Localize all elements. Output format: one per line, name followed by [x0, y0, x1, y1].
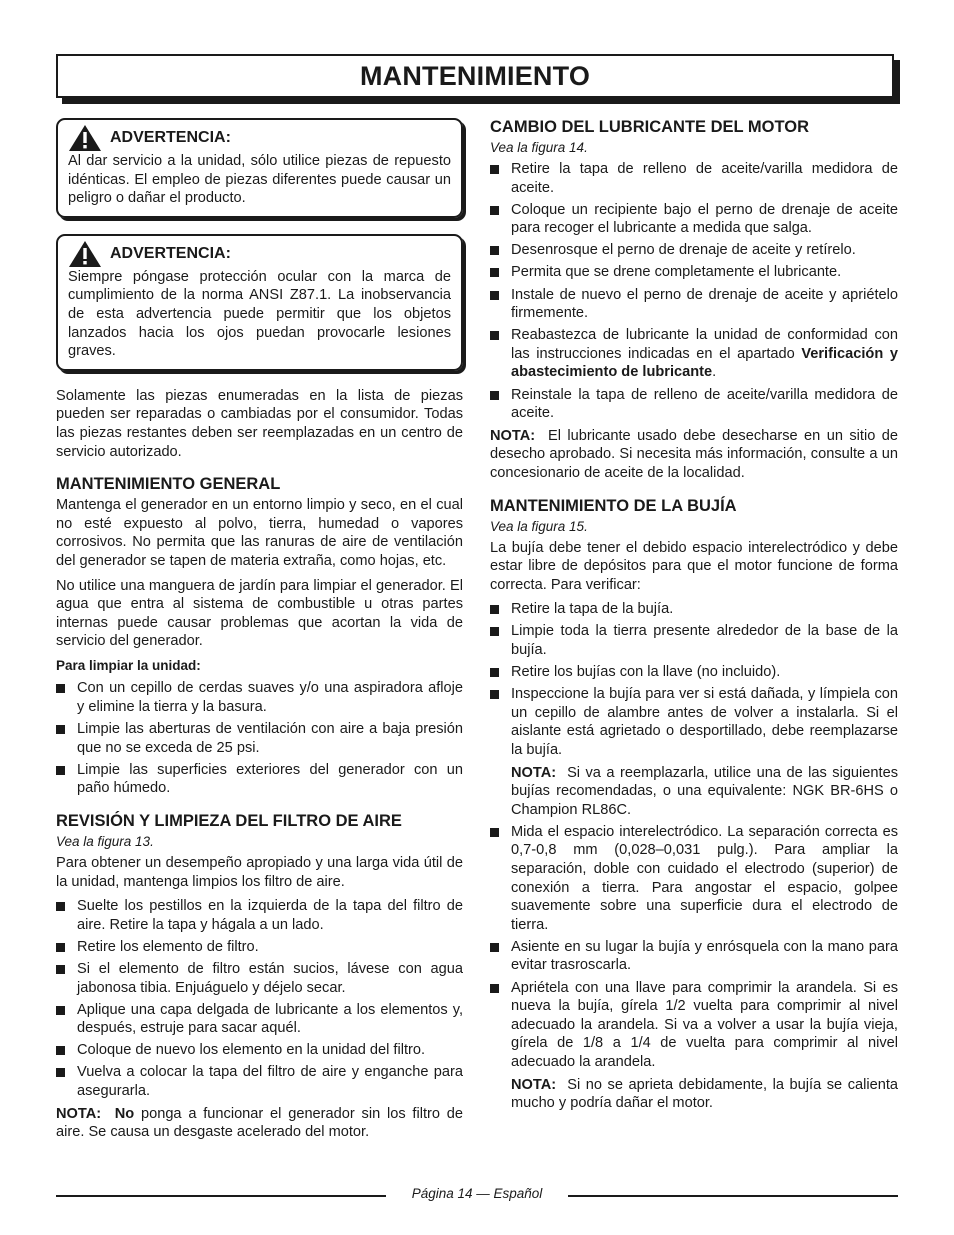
warning-text: Siempre póngase protección ocular con la marca de cumplimiento de la norma ANSI Z87.1. La inobservancia de esta advertencia puede permitir que los objetos lanzados hacia los ojos puedan provocarle lesiones graves. [68, 268, 451, 360]
square-bullet-icon [490, 690, 499, 699]
square-bullet-icon [56, 1046, 65, 1055]
paragraph: Mantenga el generador en un entorno limpio y seco, en el cual no esté expuesto al polvo, tierra, humedad o vapores corrosivos. No permita que las ranuras de aire de ventilación del generador se tapen de materia extraña, como hojas, etc. [56, 497, 463, 569]
warning-header [68, 240, 451, 268]
square-bullet-icon [56, 684, 65, 693]
note-label: NOTA: [511, 1076, 557, 1093]
square-bullet-icon [490, 291, 499, 300]
inline-note [511, 1076, 898, 1113]
list-item: Apriétela con una llave para comprimir la arandela. Si es nueva la bujía, gírela 1/2 vuelta para comprimir al nivel adecuado la arandela. Si va a volver a usar la bujía vieja, gírela de 1/8 a 1/4 de vuelta para comprimir al nivel adecuado la arandela. NOTA: Si no se aprieta debidamente, la bujía se calienta mucho y podría dañar el motor. [490, 979, 898, 1113]
footer-rule-right [568, 1195, 898, 1197]
list-item: Limpie las aberturas de ventilación con aire a baja presión que no se exceda de 25 psi. [56, 720, 463, 757]
square-bullet-icon [56, 902, 65, 911]
note-paragraph [490, 427, 898, 483]
spark-steps-list [490, 600, 898, 1112]
paragraph: No utilice una manguera de jardín para limpiar el generador. El agua que entra al sistema de combustible u otras partes internas puede causar problemas que acortan la vida de servicio del generador. [56, 577, 463, 650]
right-column [490, 118, 898, 1117]
figure-reference: Vea la figura 14. [490, 140, 588, 155]
warning-box-eye-protection [56, 234, 463, 371]
square-bullet-icon [56, 1006, 65, 1015]
square-bullet-icon [56, 725, 65, 734]
square-bullet-icon [490, 627, 499, 636]
list-item: Suelte los pestillos en la izquierda de la tapa del filtro de aire. Retire la tapa y hágala a un lado. [56, 897, 463, 934]
list-item: Retire los elemento de filtro. [56, 938, 463, 957]
list-item: Retire los bujías con la llave (no incluido). [490, 663, 898, 682]
warning-label: ADVERTENCIA: [110, 129, 231, 146]
square-bullet-icon [490, 984, 499, 993]
note-label: NOTA: [490, 427, 536, 444]
list-item: Coloque un recipiente bajo el perno de drenaje de aceite para recoger el lubricante a medida que salga. [490, 201, 898, 238]
note-emphasis: No [114, 1105, 135, 1122]
paragraph: La bujía debe tener el debido espacio interelectródico y debe estar libre de depósitos para que el motor funcione de forma correcta. Para verificar: [490, 539, 898, 593]
figure-reference: Vea la figura 13. [56, 834, 154, 850]
section-heading-oil: CAMBIO DEL LUBRICANTE DEL MOTOR [490, 118, 810, 136]
warning-triangle-icon [68, 124, 102, 152]
cross-reference: Verificación y abastecimiento de lubricante [511, 345, 898, 381]
list-item: Vuelva a colocar la tapa del filtro de aire y enganche para asegurarla. [56, 1063, 463, 1100]
page-number: Página 14 — Español [411, 1186, 543, 1201]
intro-paragraph: Solamente las piezas enumeradas en la lista de piezas pueden ser reparadas o cambiadas por el consumidor. Todas las piezas restantes deben ser reemplazadas en un centro de servicio autorizado. [56, 387, 463, 460]
warning-text: Al dar servicio a la unidad, sólo utilice piezas de repuesto idénticas. El empleo de piezas diferentes puede causar un peligro o dañar el producto. [68, 153, 451, 207]
warning-header [68, 124, 451, 152]
list-item: Mida el espacio interelectródico. La separación correcta es 0,7-0,8 mm (0,028–0,031 pulg.). Para ampliar la separación, doble con cuidado el electrodo (superior) de conexión a tierra. Para angostar el espacio, golpee suavemente sobre una superficie dura el electrodo de tierra. [490, 823, 898, 935]
list-item: Retire la tapa de relleno de aceite/varilla medidora de aceite. [490, 160, 898, 197]
list-item: Coloque de nuevo los elemento en la unidad del filtro. [56, 1041, 463, 1060]
square-bullet-icon [490, 268, 499, 277]
square-bullet-icon [490, 331, 499, 340]
section-heading-general: MANTENIMIENTO GENERAL [56, 475, 281, 494]
figure-reference: Vea la figura 15. [490, 518, 588, 534]
note-text: ponga a funcionar el generador sin los filtro de aire. Se causa un desgaste acelerado del motor. [56, 1105, 463, 1141]
list-item: Reinstale la tapa de relleno de aceite/varilla medidora de aceite. [490, 386, 898, 423]
square-bullet-icon [490, 828, 499, 837]
section-heading-spark-plug: MANTENIMIENTO DE LA BUJÍA [490, 496, 737, 515]
square-bullet-icon [490, 391, 499, 400]
list-item: Desenrosque el perno de drenaje de aceite y retírelo. [490, 241, 898, 260]
square-bullet-icon [490, 943, 499, 952]
paragraph: Para obtener un desempeño apropiado y una larga vida útil de la unidad, mantenga limpios los filtro de aire. [56, 855, 463, 890]
inline-note [511, 764, 898, 820]
page-footer [56, 1188, 898, 1202]
note-paragraph [56, 1105, 463, 1142]
list-item: Si el elemento de filtro están sucios, lávese con agua jabonosa tibia. Enjuáguelo y déjelo secar. [56, 960, 463, 997]
list-item: Limpie las superficies exteriores del generador con un paño húmedo. [56, 761, 463, 798]
list-item: Limpie toda la tierra presente alrededor de la base de la bujía. [490, 622, 898, 659]
square-bullet-icon [56, 1068, 65, 1077]
square-bullet-icon [56, 766, 65, 775]
subheading: Para limpiar la unidad: [56, 657, 201, 673]
list-item: Con un cepillo de cerdas suaves y/o una aspiradora afloje y elimine la tierra y la basura. [56, 679, 463, 716]
warning-triangle-icon [68, 240, 102, 268]
square-bullet-icon [490, 246, 499, 255]
list-item: Reabastezca de lubricante la unidad de conformidad con las instrucciones indicadas en el apartado Verificación y abastecimiento de lubricante. [490, 326, 898, 382]
note-label: NOTA: [511, 764, 557, 781]
list-item: Aplique una capa delgada de lubricante a los elementos y, después, estruje para sacar aquél. [56, 1001, 463, 1038]
left-column [56, 118, 463, 1148]
square-bullet-icon [56, 943, 65, 952]
page-title: MANTENIMIENTO [359, 60, 591, 91]
warning-box-parts [56, 118, 463, 218]
note-text: Si no se aprieta debidamente, la bujía se calienta mucho y podría dañar el motor. [511, 1076, 898, 1112]
oil-steps-list [490, 160, 898, 423]
note-text: El lubricante usado debe desecharse en un sitio de desecho aprobado. Si necesita más información, consulte a un concesionario de aceite de la localidad. [490, 427, 898, 481]
square-bullet-icon [490, 605, 499, 614]
section-heading-air-filter: REVISIÓN Y LIMPIEZA DEL FILTRO DE AIRE [56, 812, 402, 831]
list-item: Retire la tapa de la bujía. [490, 600, 898, 619]
note-label: NOTA: [56, 1105, 102, 1122]
list-item: Asiente en su lugar la bujía y enrósquela con la mano para evitar trasroscarla. [490, 938, 898, 975]
square-bullet-icon [490, 206, 499, 215]
list-item: Instale de nuevo el perno de drenaje de aceite y apriételo firmemente. [490, 286, 898, 323]
title-bar [56, 54, 894, 98]
list-item: Inspeccione la bujía para ver si está dañada, y límpiela con un cepillo de alambre antes de volver a instalarla. Si el aislante está agrietado o desportillado, debe reemplazarse la bujía. NOTA: Si va a reemplazarla, utilice una de las siguientes bujías recomendadas, o una equivalente: NGK BR-6HS o Champion RL86C. [490, 685, 898, 819]
cleaning-list [56, 679, 463, 798]
square-bullet-icon [490, 668, 499, 677]
note-text: Si va a reemplazarla, utilice una de las siguientes bujías recomendadas, o una equivalente: NGK BR-6HS o Champion RL86C. [511, 764, 898, 818]
list-item: Permita que se drene completamente el lubricante. [490, 263, 898, 282]
warning-label: ADVERTENCIA: [110, 244, 231, 262]
square-bullet-icon [56, 965, 65, 974]
square-bullet-icon [490, 165, 499, 174]
filter-steps-list [56, 897, 463, 1100]
